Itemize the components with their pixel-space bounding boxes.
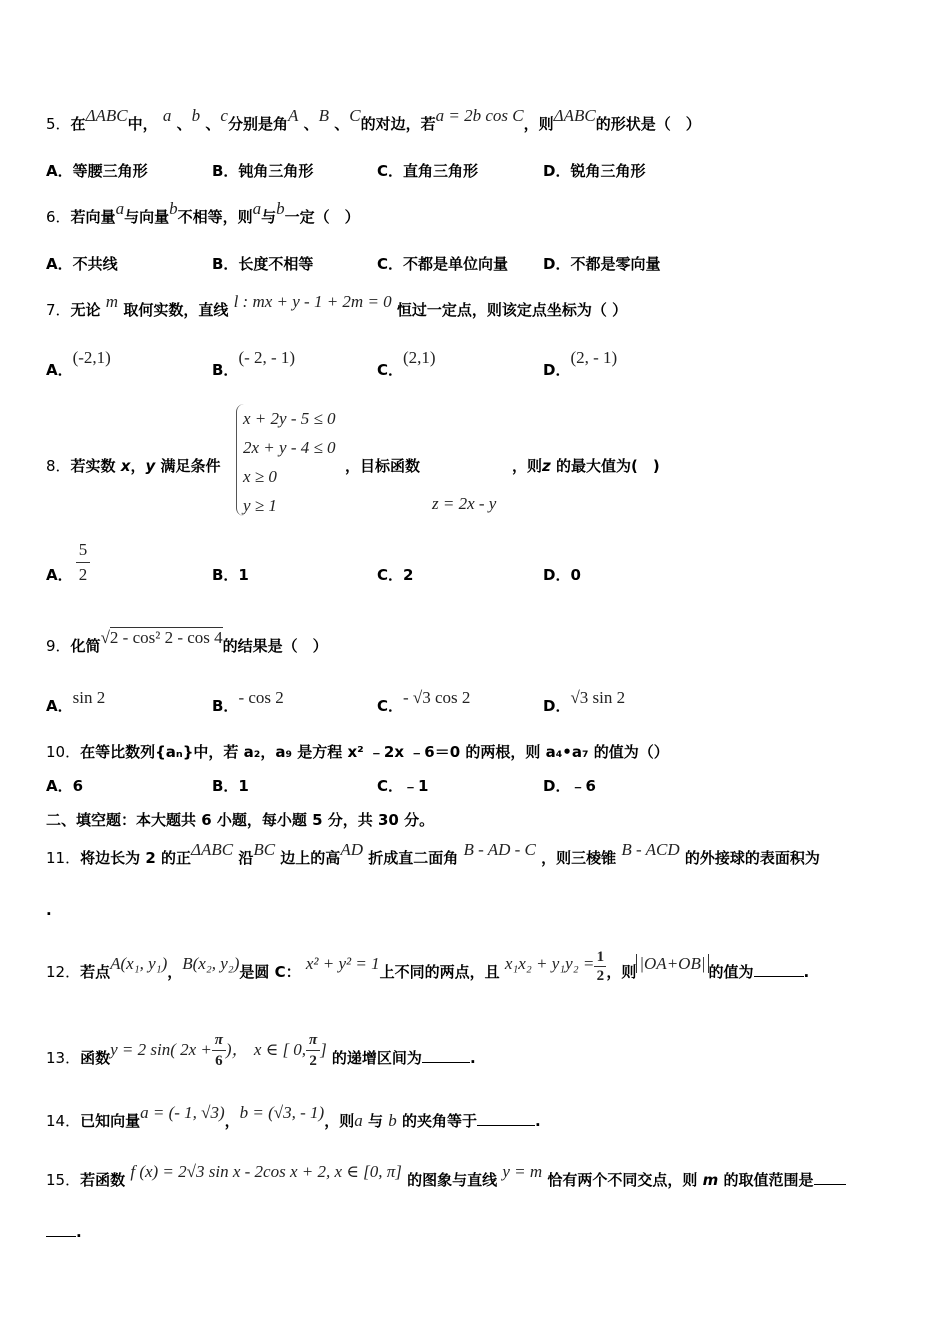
math-expr: AD: [340, 840, 363, 859]
question-number: 14．: [46, 1112, 81, 1130]
question-6: 6．若向量a与向量b不相等，则a与b一定（ ）: [46, 199, 360, 226]
section-heading: 二、填空题：本大题共 6 小题，每小题 5 分，共 30 分。: [46, 811, 435, 829]
option-d: D．0: [543, 566, 581, 584]
math-expr: (-2,1): [72, 348, 111, 367]
fraction: $\frac{1}{2}$: [594, 950, 606, 983]
constraint: 2x + y - 4 ≤ 0: [243, 438, 336, 457]
math-expr: - cos 2: [238, 688, 284, 707]
answer-blank: [422, 1062, 470, 1063]
question-7: 7．无论 m 取何实数，直线 l : mx + y - 1 + 2m = 0 恒过一定点，则该定点坐标为（ ）: [46, 292, 628, 319]
question-number: 10．: [46, 743, 81, 761]
math-expr: (2, - 1): [570, 348, 618, 367]
math-expr: a: [252, 199, 262, 218]
math-expr: y = m: [502, 1162, 543, 1181]
math-expr: B - ACD: [621, 840, 680, 859]
option-d: D．(2, - 1): [543, 348, 618, 379]
math-expr: - √3 cos 2: [403, 688, 471, 707]
option-c: C．(2,1): [377, 348, 436, 379]
option-a: A．(-2,1): [46, 348, 111, 379]
option-c: C．直角三角形: [377, 162, 479, 180]
question-5: 5．在ΔABC中， a 、b 、c分别是角A 、B 、C的对边，若a = 2b cos C，则ΔABC的形状是（ ）: [46, 106, 701, 133]
question-number: 5．: [46, 115, 71, 133]
option-a: A．等腰三角形: [46, 162, 148, 180]
option-a: A．sin 2: [46, 688, 106, 715]
radical: √2 - cos² 2 - cos 4: [100, 628, 223, 647]
math-expr: f (x) = 2√3 sin x - 2cos x + 2, x ∈ [0, π]: [130, 1162, 402, 1181]
math-expr: B(x₂, y₂): [182, 954, 240, 973]
math-expr: A: [287, 106, 299, 125]
math-expr: c: [220, 106, 228, 125]
option-b: B．1: [212, 566, 249, 584]
answer-blank: [814, 1184, 846, 1185]
question-15: 15．若函数 f (x) = 2√3 sin x - 2cos x + 2, x ∈ [0, π] 的图象与直线 y = m 恰有两个不同交点，则 m 的取值范围是: [46, 1170, 846, 1190]
option-b: B．1: [212, 777, 249, 795]
question-13: 13．函数y = 2 sin( 2x + $\frac{\pi}{6}$ )， x ∈ [ 0, $\frac{\pi}{2}$ ] 的递增区间为 .: [46, 1032, 476, 1069]
math-expr: C: [349, 106, 361, 125]
question-number: 9．: [46, 637, 71, 655]
option-b: B．钝角三角形: [212, 162, 314, 180]
objective-function: z = 2x - y: [432, 494, 497, 513]
math-expr: m: [105, 292, 119, 311]
math-expr: B: [318, 106, 329, 125]
math-expr: x² + y² = 1: [305, 954, 380, 973]
option-d: D．﹣6: [543, 777, 596, 795]
option-b: B．(- 2, - 1): [212, 348, 296, 379]
math-expr: x ∈ [ 0,: [253, 1040, 307, 1059]
math-expr: ΔABC: [85, 106, 128, 125]
answer-blank-end: .: [46, 901, 52, 919]
option-d: D．锐角三角形: [543, 162, 646, 180]
answer-blank: [477, 1125, 535, 1126]
question-number: 8．: [46, 457, 71, 475]
answer-blank: [754, 976, 804, 977]
question-9: 9．化简√2 - cos² 2 - cos 4的结果是（ ）: [46, 628, 328, 655]
option-c: C．- √3 cos 2: [377, 688, 471, 715]
option-a: A．6: [46, 777, 84, 795]
fraction: $\frac{\pi}{2}$: [306, 1032, 320, 1069]
answer-blank: [46, 1236, 76, 1237]
question-14: 14．已知向量a = (- 1, √3)，b = (√3, - 1)，则a 与 b 的夹角等于 .: [46, 1103, 541, 1130]
math-expr: |OA+OB|: [636, 954, 708, 973]
question-10: 10．在等比数列{aₙ}中，若 a₂，a₉ 是方程 x² ﹣2x ﹣6＝0 的两根，则 a₄•a₇ 的值为（）: [46, 743, 669, 761]
math-expr: y = 2 sin( 2x +: [110, 1040, 212, 1059]
math-expr: ΔABC: [553, 106, 596, 125]
question-8: 8．若实数 x，y 满足条件: [46, 457, 221, 475]
math-expr: sin 2: [72, 688, 106, 707]
option-b: B．- cos 2: [212, 688, 284, 715]
option-a: A．: [46, 566, 73, 584]
math-expr: A(x₁, y₁): [110, 954, 168, 973]
question-number: 15．: [46, 1171, 81, 1189]
math-expr: a: [162, 106, 172, 125]
constraint: y ≥ 1: [243, 496, 277, 515]
question-11: 11．将边长为 2 的正ΔABC 沿BC 边上的高AD 折成直二面角 B - AD - C ，则三棱锥 B - ACD 的外接球的表面积为: [46, 840, 820, 867]
math-expr: b: [388, 1111, 397, 1130]
constraint: x ≥ 0: [243, 467, 277, 486]
math-expr: (2,1): [403, 348, 436, 367]
math-expr: b: [191, 106, 201, 125]
fraction: $\frac{\pi}{6}$: [212, 1032, 226, 1069]
math-expr: a: [115, 199, 125, 218]
question-number: 11．: [46, 849, 81, 867]
constraint: x + 2y - 5 ≤ 0: [243, 409, 336, 428]
math-expr: b: [169, 199, 178, 218]
option-a: A．不共线: [46, 255, 118, 273]
question-number: 13．: [46, 1049, 81, 1067]
math-expr: BC: [253, 840, 276, 859]
math-expr: B - AD - C: [463, 840, 536, 859]
math-expr: a = (- 1, √3): [140, 1103, 225, 1122]
option-b: B．长度不相等: [212, 255, 314, 273]
question-12: 12．若点A(x₁, y₁)，B(x₂, y₂)是圆 C： x² + y² = 1上不同的两点，且 x₁x₂ + y₁y₂ = $\frac{1}{2}$ ，则 |OA+OB| 的值为 .: [46, 949, 810, 984]
math-expr: a = 2b cos C: [435, 106, 524, 125]
math-expr: )，: [225, 1040, 249, 1059]
math-expr: b = (√3, - 1): [239, 1103, 325, 1122]
question-number: 12．: [46, 963, 81, 981]
fraction: 5 2: [76, 540, 90, 585]
math-expr: a: [354, 1111, 363, 1130]
option-c: C．﹣1: [377, 777, 429, 795]
constraint-system: [236, 404, 336, 516]
option-c: C．2: [377, 566, 414, 584]
math-expr: ΔABC: [190, 840, 234, 859]
math-expr: x₁x₂ + y₁y₂ =: [504, 954, 595, 973]
answer-blank-line-2: .: [46, 1222, 82, 1242]
question-8-tail-2: ，则z 的最大值为( ): [512, 457, 660, 475]
question-number: 7．: [46, 301, 71, 319]
math-expr: ]: [320, 1040, 327, 1059]
option-d: D．√3 sin 2: [543, 688, 626, 715]
math-expr: (- 2, - 1): [238, 348, 296, 367]
option-c: C．不都是单位向量: [377, 255, 509, 273]
option-d: D．不都是零向量: [543, 255, 661, 273]
question-8-tail: ，目标函数: [345, 457, 421, 475]
math-expr: √3 sin 2: [570, 688, 626, 707]
math-expr: b: [276, 199, 285, 218]
question-number: 6．: [46, 208, 71, 226]
math-expr: l : mx + y - 1 + 2m = 0: [233, 292, 392, 311]
